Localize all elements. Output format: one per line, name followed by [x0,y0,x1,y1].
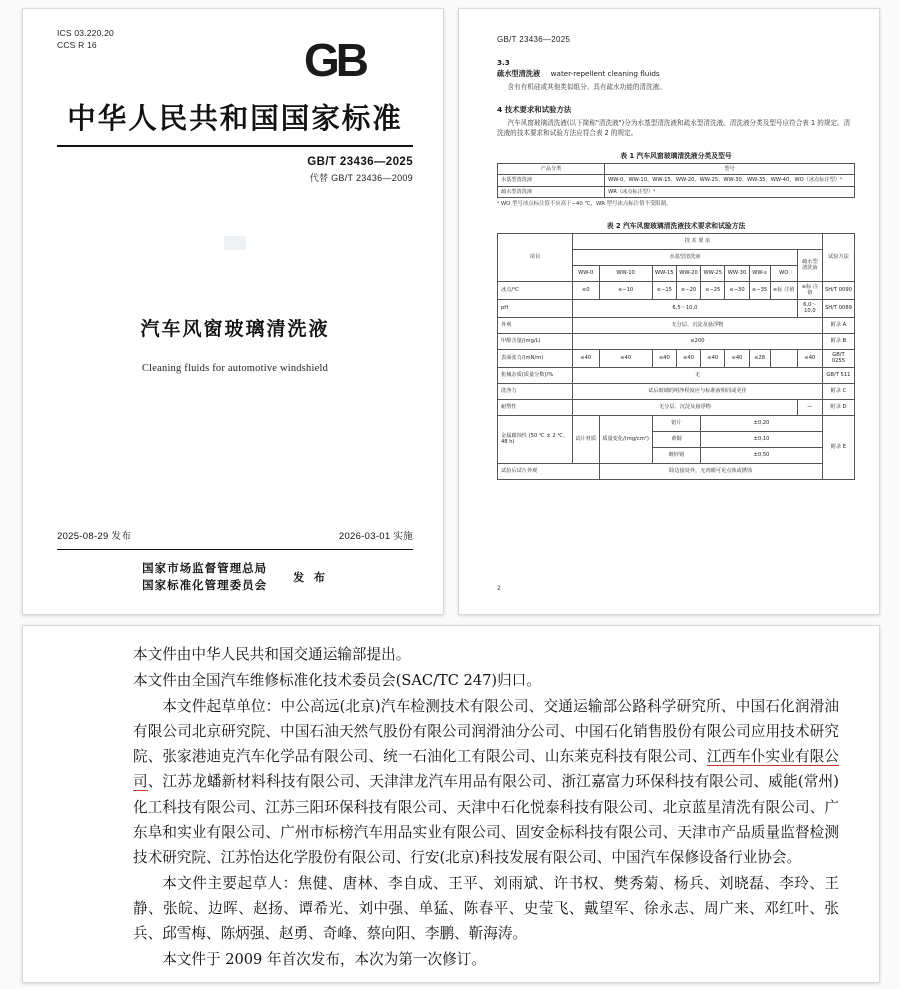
foreword-content [133,642,839,974]
table-row [498,333,855,349]
term-en: water-repellent cleaning fluids [550,69,660,78]
table2-caption: 表 2 汽车风窗玻璃清洗液技术要求和试验方法 [606,221,746,230]
gb-logo-icon: GB [304,34,365,86]
t2-r3-span: ≤200 [572,333,822,349]
t2-r4-tail: ≤40 [797,349,822,367]
table-row [498,383,855,399]
t2-r7-span: 无分层、沉淀及悬浮物 [572,399,797,415]
t2-r0-c5: ≤−30 [725,281,749,299]
t2-r0-c7: ≤标 注值 [770,281,797,299]
redline-underline: 江西车仆实业有限公司 [133,748,839,791]
issuer-line-2: 国家标准化管理委员会 [142,577,268,592]
t2-r6-method: 附录 C [822,383,854,399]
t2-r0-c1: ≤−10 [599,281,652,299]
ccs-line: CCS R 16 [57,40,97,51]
t2-r5-span: 无 [572,367,822,383]
table-classification [497,163,855,199]
clause-number: 3.3 [497,58,510,67]
t2-r8-subheader: 质量变化/(mg/cm²) [599,415,652,463]
bottom-divider [57,549,413,550]
t2-r8-s2-name: 镀锌钢 [652,447,700,463]
page-number: 2 [497,585,501,592]
table-row [498,349,855,367]
t2-r3-item: 甲醇含量/(mg/L) [498,333,573,349]
t2-r2-span: 无分层、沉淀及悬浮物 [572,317,822,333]
table-row [498,233,855,249]
table-requirements [497,233,855,480]
t2-r0-c8: ≤标 注值 [797,281,822,299]
t2-r0-c4: ≤−25 [701,281,725,299]
t2-r6-span: 试后玻璃的明净程度应与标准液相同或更佳 [572,383,822,399]
table1-caption: 表 1 汽车风窗玻璃清洗液分类及型号 [620,151,732,160]
t1-h2: 型号 [605,163,855,175]
table-row [498,175,855,187]
t2-r4-c6: ≤28 [749,349,770,367]
technical-page-panel [458,8,880,615]
foreword-page-panel [22,625,880,983]
issuer-action: 发 布 [293,570,328,584]
t2-m3: WW-20 [676,265,700,281]
t2-r4-c1: ≤40 [599,349,652,367]
section-heading: 4 技术要求和试验方法 [497,105,572,115]
term-definition: 含有有机硅或其他类似组分、具有疏水功能的清洗液。 [507,83,666,91]
t1-r1c1: 水基型清洗液 [498,175,605,187]
t2-r4-c0: ≤40 [572,349,599,367]
t2-water-head: 水基型清洗液 [572,249,797,265]
t2-r0-c6: ≤−35 [749,281,770,299]
t2-r8-sublabel: 试片材质 [572,415,599,463]
issue-date: 2025-08-29 发布 [57,531,132,542]
table-row [498,415,855,431]
term-cn: 疏水型清洗液 [497,69,541,78]
effective-date: 2026-03-01 实施 [338,531,413,542]
t2-r3-method: 附录 B [822,333,854,349]
term-entry [497,69,855,79]
ics-line-1: ICS 03.220.20 [57,28,114,38]
t2-r7-method: 附录 D [822,399,854,415]
t2-r1-method: SH/T 0089 [822,299,854,317]
t2-r4-c7 [770,349,797,367]
t2-r1-item: pH [498,299,573,317]
t2-r5-method: GB/T 511 [822,367,854,383]
t2-r9-span: 除边接处外，无肉眼可见点蚀或锈蚀 [599,463,822,479]
t1-r2c1: 疏水型清洗液 [498,186,605,198]
t2-main-head: 技 术 要 求 [572,233,822,249]
t2-m0: WW-0 [572,265,599,281]
running-header: GB/T 23436—2025 [497,35,571,44]
table-row [498,186,855,198]
title-divider [57,145,413,147]
t2-r8-s0-val: ±0,20 [701,415,823,431]
t2-r6-item: 洗净力 [498,383,573,399]
foreword-paragraph-history: 本文件于 2009 年首次发布，本次为第一次修订。 [162,951,486,969]
issuer-block [57,560,413,595]
table-row [498,299,855,317]
t2-m7: WO [770,265,797,281]
national-standard-title: 中华人民共和国国家标准 [67,100,403,135]
cover-page-panel [22,8,444,615]
t2-method-head: 试验方法 [822,233,854,281]
cover-dates [57,528,413,542]
t2-r4-item: 表面张力/(mN/m) [498,349,573,367]
foreword-paragraph: 本文件由中华人民共和国交通运输部提出。 [133,646,411,663]
issuer-names [142,560,267,595]
t2-r1-tail: 6,0～ 10,0 [797,299,822,317]
table-row [498,463,855,479]
t2-r4-c2: ≤40 [652,349,676,367]
t2-r7-tail: — [797,399,822,415]
t2-r8-item: 金属腐蚀性 (50 ℃ ± 2 ℃，48 h) [498,415,573,463]
table-row [498,163,855,175]
t2-r2-method: 附录 A [822,317,854,333]
t2-r0-c2: ≤−15 [652,281,676,299]
foreword-paragraph-authors: 本文件主要起草人：焦健、唐林、李自成、王平、刘雨斌、许书权、樊秀菊、杨兵、刘晓磊、李玲、王静、张皖、边晖、赵扬、谭希光、刘中强、单猛、陈春平、史莹飞、戴望军、徐永志、周广来、邓红叶、张兵、邱雪梅、陈炳强、赵勇、奇峰、蔡向阳、李鹏、靳海涛。 [133,874,839,943]
issuer-line-1: 国家市场监督管理总局 [142,560,268,575]
table1-note: ᵃ WO 型号冰点标注值不应高于−40 ℃，WR 型号冰点标注值不受限制。 [497,201,672,208]
t2-r5-item: 机械杂质(质量分数)/% [498,367,573,383]
t1-r1c2: WW-0、WW-10、WW-15、WW-20、WW-25、WW-30、WW-35、WW-40、WO（冰点标注型）ᵃ [605,175,855,187]
t2-r2-item: 外观 [498,317,573,333]
t2-r4-c4: ≤40 [701,349,725,367]
t1-r2c2: WR（冰点标注型）ᵃ [605,186,855,198]
t2-m6: WW-s [749,265,770,281]
t2-r0-item: 冰点/℃ [498,281,573,299]
table-row [498,281,855,299]
t2-r8-s1-val: ±0,10 [701,431,823,447]
t2-m4: WW-25 [701,265,725,281]
t2-item-head: 项目 [498,233,573,281]
standard-number: GB/T 23436—2025 [307,155,413,168]
standard-replaces: 代替 GB/T 23436—2009 [309,172,413,183]
section-body: 汽车风窗玻璃清洗液(以下简称"清洗液")分为水基型清洗液和疏水型清洗液。清洗液分类及型号应符合表 1 的规定。清洗液的技术要求和试验方法应符合表 2 的规定。 [497,119,851,138]
t2-m2: WW-15 [652,265,676,281]
scan-watermark [224,236,246,250]
t2-r8-s0-name: 铝片 [652,415,700,431]
technical-content [497,35,855,604]
table-row [498,317,855,333]
foreword-paragraph-drafters: 本文件起草单位：中公高远(北京)汽车检测技术有限公司、交通运输部公路科学研究所、中国石化润滑油有限公司北京研究院、中国石油天然气股份有限公司润滑油分公司、中国石化销售股份有限公司应用技术研究院、张家港迪克汽车化学品有限公司、统一石油化工有限公司、山东莱克科技有限公司、江西车仆实业有限公司、江苏龙蟠新材料科技有限公司、天津津龙汽车用品有限公司、浙江嘉富力环保科技有限公司、威能(常州)化工科技有限公司、江苏三阳环保科技有限公司、天津中石化悦泰科技有限公司、北京蓝星清洗有限公司、广东阜和实业有限公司、广州市标榜汽车用品实业有限公司、固安金标科技有限公司、天津市产品质量监督检测技术研究院、江苏怡达化学股份有限公司、行安(北京)科技发展有限公司、中国汽车保修设备行业协会。 [133,698,839,866]
t2-repel-head: 疏水型清洗液 [797,249,822,281]
t2-r9-item: 试验后试片外观 [498,463,600,479]
t2-m5: WW-30 [725,265,749,281]
document-title-en: Cleaning fluids for automotive windshield [141,362,329,374]
cover-content [57,27,413,600]
t2-r4-c5: ≤40 [725,349,749,367]
t2-r8-s1-name: 黄铜 [652,431,700,447]
t1-h1: 产品分类 [498,163,605,175]
document-title-cn: 汽车风窗玻璃清洗液 [140,317,330,340]
t2-r8-method: 附录 E [822,415,854,479]
t2-r4-method: GB/T 0255 [822,349,854,367]
t2-r0-c3: ≤−20 [676,281,700,299]
t2-m1: WW-10 [599,265,652,281]
t2-r0-c0: ≤0 [572,281,599,299]
table-row [498,399,855,415]
t2-r1-span: 6,5～10,0 [572,299,797,317]
t2-r8-s2-val: ±0,50 [701,447,823,463]
t2-r4-c3: ≤40 [676,349,700,367]
t2-r7-item: 耐塑性 [498,399,573,415]
table-row [498,367,855,383]
foreword-paragraph: 本文件由全国汽车维修标准化技术委员会(SAC/TC 247)归口。 [133,672,541,690]
t2-r0-method: SH/T 0090 [822,281,854,299]
